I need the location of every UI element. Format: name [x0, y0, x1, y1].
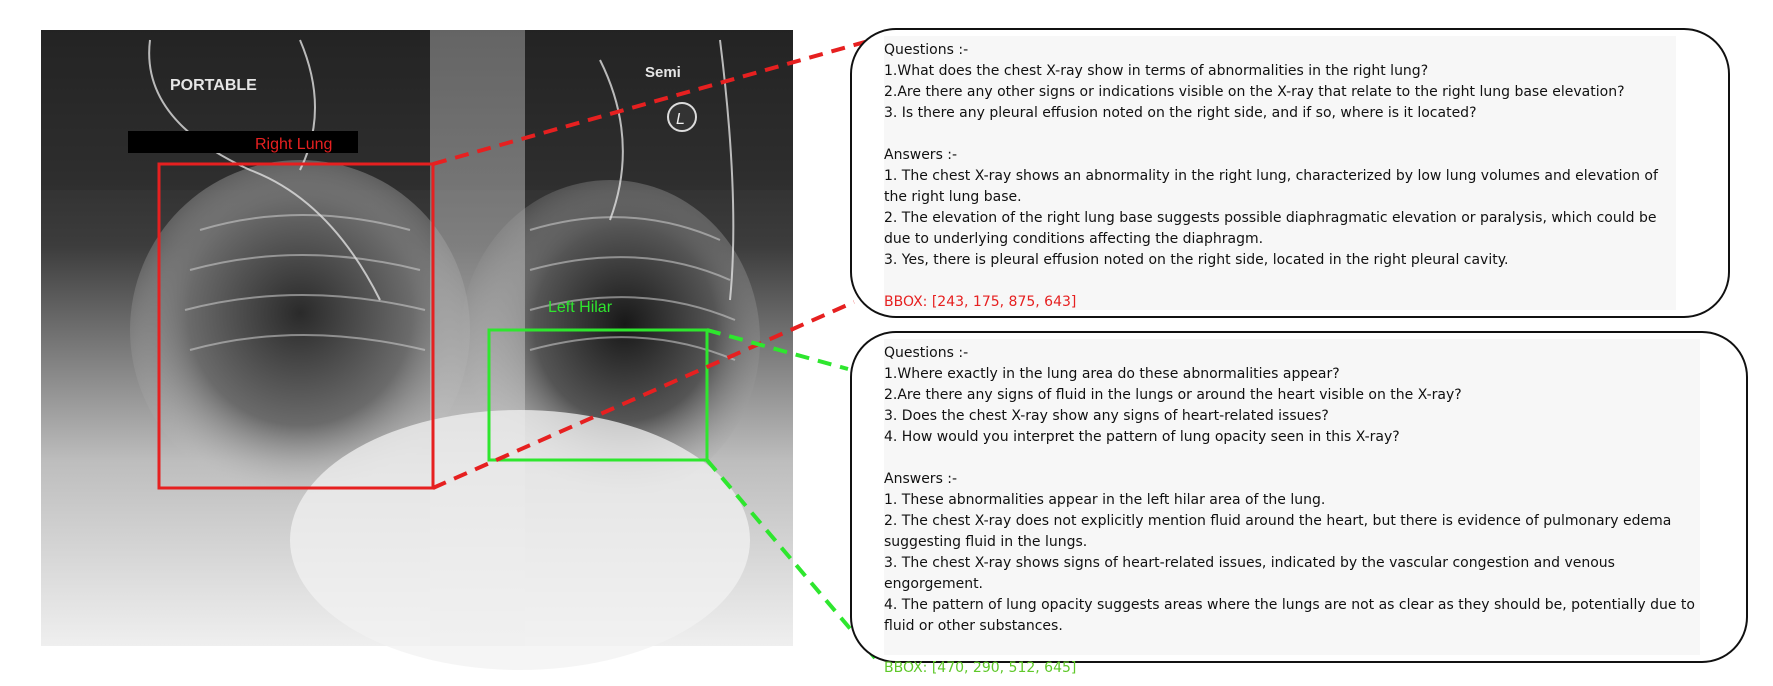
- answer-item: 4. The pattern of lung opacity suggests areas where the lungs are not as clear as they should be, potentially due to fluid or other substances.: [884, 597, 1695, 634]
- question-item: 3. Is there any pleural effusion noted on the right side, and if so, where is it located?: [884, 105, 1477, 121]
- questions-header: Questions :-: [884, 42, 969, 58]
- answers-header: Answers :-: [884, 147, 958, 163]
- qa-panel-left-hilar-body: [884, 339, 1700, 676]
- bbox-coordinates-text: BBOX: [470, 290, 512, 645]: [884, 660, 1077, 676]
- answer-item: 1. These abnormalities appear in the left hilar area of the lung.: [884, 492, 1326, 508]
- questions-header: Questions :-: [884, 345, 969, 361]
- question-item: 1.Where exactly in the lung area do these abnormalities appear?: [884, 366, 1340, 382]
- question-item: 1.What does the chest X-ray show in terms of abnormalities in the right lung?: [884, 63, 1429, 79]
- semi-marker-text: Semi: [645, 64, 681, 81]
- question-item: 2.Are there any other signs or indications visible on the X-ray that relate to the right lung base elevation?: [884, 84, 1625, 100]
- left-hilar-region-label: Left Hilar: [548, 299, 613, 316]
- answer-item: 3. Yes, there is pleural effusion noted on the right side, located in the right pleural cavity.: [884, 252, 1509, 268]
- answer-item: 1. The chest X-ray shows an abnormality in the right lung, characterized by low lung volumes and elevation of the right lung base.: [884, 168, 1658, 205]
- portable-marker-text: PORTABLE: [170, 77, 257, 94]
- qa-panel-left-hilar: [850, 331, 1748, 676]
- right-lung-region-label: Right Lung: [255, 136, 333, 153]
- answer-item: 2. The chest X-ray does not explicitly mention fluid around the heart, but there is evidence of pulmonary edema suggesting fluid in the lungs.: [884, 513, 1672, 550]
- answer-item: 3. The chest X-ray shows signs of heart-related issues, indicated by the vascular congestion and venous engorgement.: [884, 555, 1615, 592]
- answers-header: Answers :-: [884, 471, 958, 487]
- question-item: 3. Does the chest X-ray show any signs of heart-related issues?: [884, 408, 1329, 424]
- side-marker-letter: L: [676, 111, 685, 128]
- question-item: 2.Are there any signs of fluid in the lungs or around the heart visible on the X-ray?: [884, 387, 1462, 403]
- question-item: 4. How would you interpret the pattern of lung opacity seen in this X-ray?: [884, 429, 1400, 445]
- bbox-coordinates-text: BBOX: [243, 175, 875, 643]: [884, 294, 1077, 310]
- answer-item: 2. The elevation of the right lung base suggests possible diaphragmatic elevation or paralysis, which could be due to underlying conditions affecting the diaphragm.: [884, 210, 1657, 247]
- qa-panel-right-lung-body: [884, 36, 1676, 310]
- qa-panel-right-lung: [850, 28, 1730, 318]
